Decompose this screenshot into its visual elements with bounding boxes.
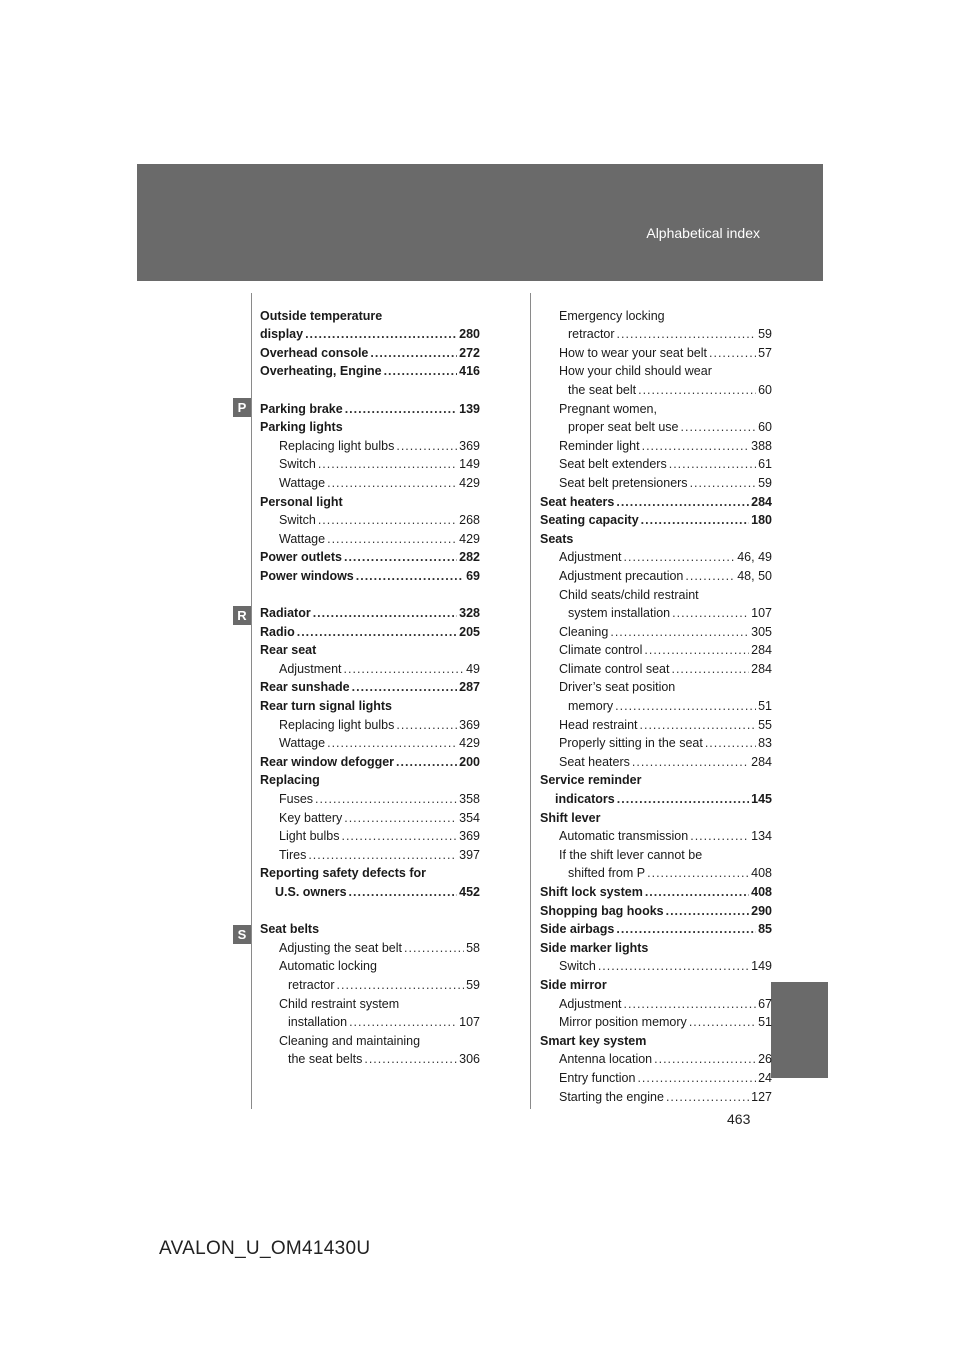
index-entry-term: Power outlets: [260, 550, 342, 565]
index-entry-term: Emergency locking: [559, 308, 665, 323]
index-entry-term: Child restraint system: [279, 996, 400, 1011]
index-entry-term: Power windows: [260, 568, 354, 583]
index-entry-page: 290: [751, 903, 772, 918]
index-entry-page: 284: [751, 494, 772, 509]
index-entry-page: 306: [459, 1052, 480, 1067]
index-entry-page: 58: [466, 940, 480, 955]
index-entry-term: the seat belt: [568, 382, 637, 397]
index-entry-page: 49: [466, 661, 480, 676]
index-entry-page: 59: [758, 475, 772, 490]
index-entry-page: 149: [751, 959, 772, 974]
index-entry: [540, 899, 772, 918]
index-entry-term: retractor: [288, 977, 335, 992]
index-entry-term: How your child should wear: [559, 364, 712, 379]
index-entry-term: Properly sitting in the seat: [559, 736, 703, 751]
dot-leader: [308, 848, 457, 862]
index-entry: [540, 992, 772, 1011]
dot-leader: [681, 420, 757, 434]
index-entry: [540, 694, 772, 713]
index-entry-page: 127: [751, 1089, 772, 1104]
index-entry: [540, 973, 772, 992]
index-entry-term: Outside temperature: [260, 308, 383, 323]
index-entry: [260, 973, 480, 992]
index-entry-page: 429: [459, 475, 480, 490]
index-entry-page: 369: [459, 438, 480, 453]
index-entry-term: Cleaning and maintaining: [279, 1033, 421, 1048]
index-entry: [540, 397, 772, 416]
index-entry-page: 60: [758, 382, 772, 397]
index-entry: [540, 416, 772, 435]
index-entry: [260, 416, 480, 435]
index-entry-term: How to wear your seat belt: [559, 345, 707, 360]
index-entry-term: Replacing light bulbs: [279, 717, 395, 732]
dot-leader: [690, 829, 749, 843]
index-entry-page: 328: [459, 606, 480, 621]
dot-leader: [364, 1052, 457, 1066]
dot-leader: [356, 569, 464, 583]
index-entry-page: 51: [758, 1015, 772, 1030]
index-entry-page: 369: [459, 717, 480, 732]
index-entry-page: 107: [751, 606, 772, 621]
index-entry-term: Rear sunshade: [260, 680, 350, 695]
index-entry-page: 69: [466, 568, 480, 583]
index-entry: [540, 862, 772, 881]
index-entry: [260, 564, 480, 583]
dot-leader: [297, 625, 457, 639]
index-entry-term: Automatic transmission: [559, 829, 689, 844]
dot-leader: [384, 364, 458, 378]
dot-leader: [666, 1090, 749, 1104]
index-entry-term: Wattage: [279, 475, 326, 490]
index-entry-term: indicators: [555, 792, 615, 807]
dot-leader: [344, 811, 457, 825]
index-entry-term: retractor: [568, 327, 615, 342]
dot-leader: [318, 513, 457, 527]
index-entry: [540, 360, 772, 379]
index-entry: [540, 732, 772, 751]
index-entry-term: Overheating, Engine: [260, 364, 382, 379]
index-entry-term: Shift lever: [540, 810, 601, 825]
index-entry-term: shifted from P: [568, 866, 646, 881]
index-entry: [540, 787, 772, 806]
index-entry-term: system installation: [568, 606, 671, 621]
index-entry-term: Side marker lights: [540, 940, 649, 955]
index-entry-term: Antenna location: [559, 1052, 653, 1067]
index-entry-page: 284: [751, 661, 772, 676]
index-entry: [260, 1011, 480, 1030]
index-entry-term: Cleaning: [559, 624, 609, 639]
dot-leader: [313, 606, 457, 620]
index-entry: [260, 657, 480, 676]
dot-leader: [637, 1071, 756, 1085]
index-entry-page: 24: [758, 1070, 772, 1085]
index-entry-term: installation: [288, 1015, 348, 1030]
index-entry-term: Wattage: [279, 736, 326, 751]
index-entry: [260, 992, 480, 1011]
index-entry: [260, 694, 480, 713]
index-entry-term: Seat belt pretensioners: [559, 475, 688, 490]
index-entry-term: Seat belts: [260, 922, 320, 937]
index-entry: [260, 509, 480, 528]
column-divider-middle: [530, 293, 531, 1109]
index-entry-page: 26: [758, 1052, 772, 1067]
index-entry-page: 282: [459, 550, 480, 565]
index-entry-term: Reminder light: [559, 438, 640, 453]
index-entry: [540, 639, 772, 658]
index-entry-term: Reporting safety defects for: [260, 866, 427, 881]
index-entry-term: Seat belt extenders: [559, 457, 667, 472]
index-entry: [540, 434, 772, 453]
index-entry-page: 85: [758, 922, 772, 937]
index-entry-term: Adjustment: [559, 996, 622, 1011]
index-entry: [260, 620, 480, 639]
index-entry: [260, 769, 480, 788]
index-entry: [540, 750, 772, 769]
dot-leader: [344, 550, 457, 564]
index-entry: [540, 1011, 772, 1030]
dot-leader: [598, 959, 749, 973]
index-entry-term: Service reminder: [540, 773, 642, 788]
index-entry-term: Parking lights: [260, 420, 343, 435]
index-entry: [540, 676, 772, 695]
index-entry: [540, 471, 772, 490]
dot-leader: [654, 1052, 756, 1066]
index-entry: [540, 620, 772, 639]
index-entry-page: 284: [751, 754, 772, 769]
index-entry: [540, 713, 772, 732]
section-letter-p: P: [233, 398, 251, 417]
index-entry: [260, 936, 480, 955]
index-entry-term: Adjustment: [279, 661, 342, 676]
index-entry: [540, 341, 772, 360]
index-entry: [540, 602, 772, 621]
index-entry-term: Side airbags: [540, 922, 615, 937]
index-entry-page: 149: [459, 457, 480, 472]
section-gap: [260, 378, 480, 397]
document-code: AVALON_U_OM41430U: [159, 1238, 371, 1259]
dot-leader: [345, 402, 457, 416]
dot-leader: [640, 718, 757, 732]
index-entry: [540, 955, 772, 974]
index-entry: [260, 676, 480, 695]
index-entry: [260, 471, 480, 490]
index-entry: [540, 564, 772, 583]
index-entry-page: 83: [758, 736, 772, 751]
dot-leader: [669, 457, 756, 471]
dot-leader: [641, 513, 749, 527]
index-entry-page: 280: [459, 327, 480, 342]
index-entry-page: 205: [459, 624, 480, 639]
index-entry-term: Head restraint: [559, 717, 638, 732]
index-entry-term: Radio: [260, 624, 295, 639]
index-entry: [260, 453, 480, 472]
dot-leader: [671, 662, 749, 676]
index-entry-term: Switch: [279, 513, 316, 528]
column-divider-left: [251, 293, 252, 1109]
index-entry-page: 59: [758, 327, 772, 342]
index-entry-page: 284: [751, 643, 772, 658]
index-entry: [540, 1029, 772, 1048]
index-entry-page: 397: [459, 847, 480, 862]
index-entry-page: 416: [459, 364, 480, 379]
index-entry-page: 60: [758, 420, 772, 435]
dot-leader: [616, 495, 749, 509]
index-entry: [260, 843, 480, 862]
index-entry: [260, 955, 480, 974]
dot-leader: [645, 885, 749, 899]
header-band: [137, 164, 823, 281]
index-entry: [260, 546, 480, 565]
index-entry-term: Mirror position memory: [559, 1015, 687, 1030]
dot-leader: [396, 755, 457, 769]
index-entry-term: memory: [568, 699, 614, 714]
dot-leader: [396, 718, 457, 732]
header-title: Alphabetical index: [646, 225, 760, 241]
index-entry-page: 200: [459, 754, 480, 769]
section-side-tab: [771, 982, 828, 1078]
index-entry: [260, 713, 480, 732]
index-entry-term: Smart key system: [540, 1033, 647, 1048]
index-entry-term: Seats: [540, 531, 574, 546]
index-entry-term: Adjustment precaution: [559, 568, 684, 583]
index-entry-term: Rear turn signal lights: [260, 699, 392, 714]
index-entry-page: 408: [751, 885, 772, 899]
index-entry-term: Automatic locking: [279, 959, 377, 974]
index-entry-page: 369: [459, 829, 480, 844]
index-entry: [540, 1085, 772, 1104]
index-entry-page: 51: [758, 699, 772, 714]
index-entry-page: 61: [758, 457, 772, 472]
index-entry-term: Radiator: [260, 606, 311, 621]
index-entry: [260, 360, 480, 379]
dot-leader: [617, 327, 757, 341]
index-entry-term: If the shift lever cannot be: [559, 847, 703, 862]
index-entry-page: 452: [459, 885, 480, 899]
index-entry: [260, 304, 480, 323]
index-entry: [540, 323, 772, 342]
index-entry-term: Tires: [279, 847, 307, 862]
index-entry: [540, 1066, 772, 1085]
index-entry: [260, 825, 480, 844]
index-entry-page: 388: [751, 438, 772, 453]
index-entry-page: 268: [459, 513, 480, 528]
dot-leader: [709, 346, 756, 360]
index-entry-term: Side mirror: [540, 977, 607, 992]
section-letter-s: S: [233, 925, 251, 944]
index-entry: [540, 918, 772, 937]
index-entry-term: Fuses: [279, 792, 314, 807]
index-entry: [260, 323, 480, 342]
dot-leader: [327, 476, 457, 490]
index-column-right: [540, 304, 772, 1104]
index-entry: [540, 453, 772, 472]
index-entry: [260, 787, 480, 806]
index-entry-term: Rear window defogger: [260, 754, 395, 769]
dot-leader: [632, 755, 749, 769]
index-entry-page: 134: [751, 829, 772, 844]
index-entry-term: Switch: [559, 959, 596, 974]
index-entry: [540, 378, 772, 397]
index-entry: [540, 936, 772, 955]
dot-leader: [617, 792, 749, 806]
index-entry: [260, 1048, 480, 1067]
index-entry-page: 48, 50: [737, 568, 772, 583]
dot-leader: [624, 550, 736, 564]
index-entry-term: Wattage: [279, 531, 326, 546]
dot-leader: [327, 532, 457, 546]
dot-leader: [370, 346, 457, 360]
dot-leader: [404, 941, 464, 955]
index-entry: [540, 806, 772, 825]
index-entry-page: 55: [758, 717, 772, 732]
index-entry-term: Key battery: [279, 810, 343, 825]
index-entry-page: 354: [459, 810, 480, 825]
index-entry-page: 57: [758, 345, 772, 360]
index-column-left: [260, 304, 480, 1066]
index-entry-term: Switch: [279, 457, 316, 472]
dot-leader: [705, 736, 756, 750]
index-entry-term: Overhead console: [260, 345, 369, 360]
index-entry-page: 107: [459, 1015, 480, 1030]
index-entry: [260, 397, 480, 416]
index-entry: [260, 490, 480, 509]
index-entry: [260, 918, 480, 937]
index-entry-term: Replacing light bulbs: [279, 438, 395, 453]
index-entry: [260, 750, 480, 769]
dot-leader: [685, 569, 735, 583]
index-entry: [540, 304, 772, 323]
index-entry-term: Climate control seat: [559, 661, 670, 676]
index-entry-term: Rear seat: [260, 643, 317, 658]
index-entry: [540, 490, 772, 509]
index-entry-page: 305: [751, 624, 772, 639]
dot-leader: [616, 922, 756, 936]
index-entry: [540, 825, 772, 844]
index-entry: [540, 546, 772, 565]
index-entry-page: 180: [751, 513, 772, 528]
index-entry-page: 429: [459, 736, 480, 751]
index-entry-page: 139: [459, 401, 480, 416]
index-entry-term: Light bulbs: [279, 829, 340, 844]
index-entry-term: Climate control: [559, 643, 643, 658]
dot-leader: [349, 1015, 457, 1029]
dot-leader: [318, 457, 457, 471]
index-entry-term: Shopping bag hooks: [540, 903, 664, 918]
dot-leader: [689, 1015, 756, 1029]
dot-leader: [337, 978, 465, 992]
index-entry-term: Replacing: [260, 773, 320, 788]
index-entry-page: 408: [751, 866, 772, 881]
dot-leader: [672, 606, 749, 620]
dot-leader: [666, 904, 750, 918]
index-entry-term: Seat heaters: [540, 494, 615, 509]
index-entry: [540, 583, 772, 602]
section-gap: [260, 899, 480, 918]
section-gap: [260, 583, 480, 602]
dot-leader: [341, 829, 457, 843]
index-entry-page: 145: [751, 792, 772, 807]
index-entry: [260, 880, 480, 899]
index-entry-page: 272: [459, 345, 480, 360]
index-entry-term: the seat belts: [288, 1052, 363, 1067]
index-entry-term: U.S. owners: [275, 885, 347, 899]
index-entry: [260, 806, 480, 825]
index-entry: [540, 657, 772, 676]
index-entry: [260, 341, 480, 360]
index-entry-page: 67: [758, 996, 772, 1011]
index-entry: [540, 1048, 772, 1067]
index-entry: [540, 769, 772, 788]
dot-leader: [315, 792, 457, 806]
index-entry: [260, 1029, 480, 1048]
dot-leader: [327, 736, 457, 750]
dot-leader: [344, 662, 465, 676]
index-entry-term: Adjustment: [559, 550, 622, 565]
index-entry-term: Personal light: [260, 494, 343, 509]
dot-leader: [396, 439, 457, 453]
index-entry: [260, 602, 480, 621]
index-entry-term: proper seat belt use: [568, 420, 679, 435]
index-entry: [260, 732, 480, 751]
index-entry-page: 358: [459, 792, 480, 807]
index-entry-page: 46, 49: [737, 550, 772, 565]
page-number: 463: [727, 1111, 751, 1127]
index-entry-term: display: [260, 327, 304, 342]
index-entry-page: 287: [459, 680, 480, 695]
index-entry-term: Seat heaters: [559, 754, 630, 769]
index-entry-term: Starting the engine: [559, 1089, 664, 1104]
index-entry: [260, 639, 480, 658]
dot-leader: [624, 997, 757, 1011]
dot-leader: [638, 383, 756, 397]
index-entry-term: Child seats/child restraint: [559, 587, 699, 602]
dot-leader: [305, 327, 457, 341]
index-entry: [260, 527, 480, 546]
index-entry-term: Parking brake: [260, 401, 343, 416]
index-entry-page: 429: [459, 531, 480, 546]
dot-leader: [644, 643, 749, 657]
index-entry: [260, 862, 480, 881]
dot-leader: [647, 866, 749, 880]
index-entry: [540, 843, 772, 862]
index-entry-page: 59: [466, 977, 480, 992]
dot-leader: [642, 439, 750, 453]
index-entry: [540, 880, 772, 899]
dot-leader: [610, 625, 749, 639]
index-entry-term: Entry function: [559, 1070, 636, 1085]
index-entry: [540, 527, 772, 546]
index-entry-term: Pregnant women,: [559, 401, 657, 416]
index-entry-term: Shift lock system: [540, 885, 643, 899]
index-entry: [260, 434, 480, 453]
dot-leader: [690, 476, 757, 490]
index-entry-term: Seating capacity: [540, 513, 639, 528]
section-letter-r: R: [233, 606, 251, 625]
dot-leader: [615, 699, 756, 713]
dot-leader: [352, 680, 458, 694]
index-entry: [540, 509, 772, 528]
dot-leader: [349, 885, 458, 899]
index-entry-term: Adjusting the seat belt: [279, 940, 402, 955]
index-entry-term: Driver’s seat position: [559, 680, 676, 695]
